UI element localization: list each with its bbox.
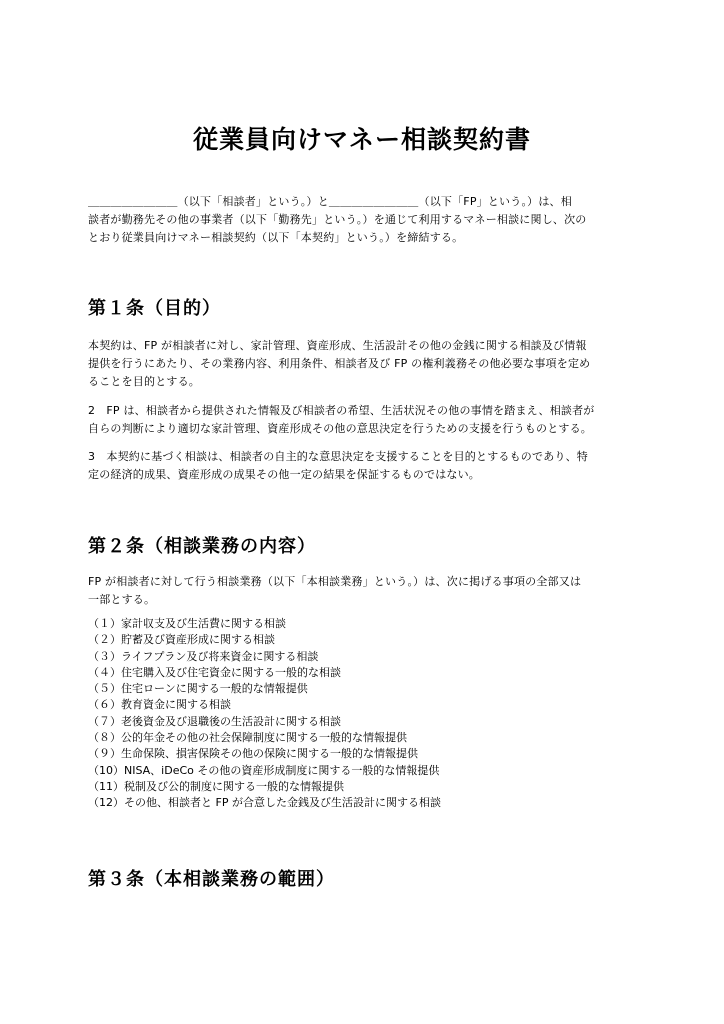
paragraph-line: 3 本契約に基づく相談は、相談者の自主的な意思決定を支援することを目的とするものであり、特	[88, 450, 588, 463]
article-2-heading: 第２条（相談業務の内容）	[88, 536, 316, 557]
consultation-items-list	[88, 616, 638, 812]
preamble-line: とおり従業員向けマネー相談契約（以下「本契約」という。）を締結する。	[88, 231, 464, 244]
list-item: （５）住宅ローンに関する一般的な情報提供	[88, 682, 308, 696]
list-item: （６）教育資金に関する相談	[88, 698, 231, 712]
article-1-paragraph-1	[88, 337, 638, 391]
preamble-line: 談者が勤務先その他の事業者（以下「勤務先」という。）を通じて利用するマネー相談に関し、次の	[88, 213, 587, 226]
article-1-heading: 第１条（目的）	[88, 298, 221, 319]
paragraph-line: 提供を行うにあたり、その業務内容、利用条件、相談者及び FP の権利義務その他必要な事項を定め	[88, 357, 591, 370]
paragraph-line: 本契約は、FP が相談者に対し、家計管理、資産形成、生活設計その他の金銭に関する相談及び情報	[88, 339, 587, 352]
list-item: （４）住宅購入及び住宅資金に関する一般的な相談	[88, 665, 341, 679]
paragraph-line: 2 FP は、相談者から提供された情報及び相談者の希望、生活状況その他の事情を踏まえ、相談者が	[88, 404, 595, 417]
article-1-paragraph-2	[88, 402, 638, 438]
preamble-paragraph	[88, 193, 638, 247]
list-item: （３）ライフプラン及び将来資金に関する相談	[88, 649, 319, 663]
list-item: （10）NISA、iDeCo その他の資産形成制度に関する一般的な情報提供	[88, 763, 440, 777]
article-1-paragraph-3	[88, 448, 638, 484]
paragraph-line: 定の経済的成果、資産形成の成果その他一定の結果を保証するものではない。	[88, 468, 480, 481]
list-item: （８）公的年金その他の社会保障制度に関する一般的な情報提供	[88, 731, 407, 745]
list-item: （12）その他、相談者と FP が合意した金銭及び生活設計に関する相談	[88, 796, 441, 810]
document-title: 従業員向けマネー相談契約書	[192, 125, 531, 154]
paragraph-line: 一部とする。	[88, 593, 156, 606]
list-item: （７）老後資金及び退職後の生活設計に関する相談	[88, 714, 341, 728]
paragraph-line: ることを目的とする。	[88, 375, 200, 388]
paragraph-line: FP が相談者に対して行う相談業務（以下「本相談業務」という。）は、次に掲げる事項の全部又は	[88, 575, 582, 588]
list-item: （９）生命保険、損害保険その他の保険に関する一般的な情報提供	[88, 747, 418, 761]
article-3-heading: 第３条（本相談業務の範囲）	[88, 869, 335, 890]
list-item: （１）家計収支及び生活費に関する相談	[88, 617, 286, 630]
preamble-line: ＿＿＿＿＿＿＿＿（以下「相談者」という。）と＿＿＿＿＿＿＿＿（以下「FP」という。）は、相	[88, 195, 572, 208]
list-item: （11）税制及び公的制度に関する一般的な情報提供	[88, 779, 344, 793]
article-2-intro	[88, 573, 638, 609]
paragraph-line: 自らの判断により適切な家計管理、資産形成その他の意思決定を行うための支援を行うものとする。	[88, 422, 592, 435]
list-item: （２）貯蓄及び資産形成に関する相談	[88, 633, 275, 647]
